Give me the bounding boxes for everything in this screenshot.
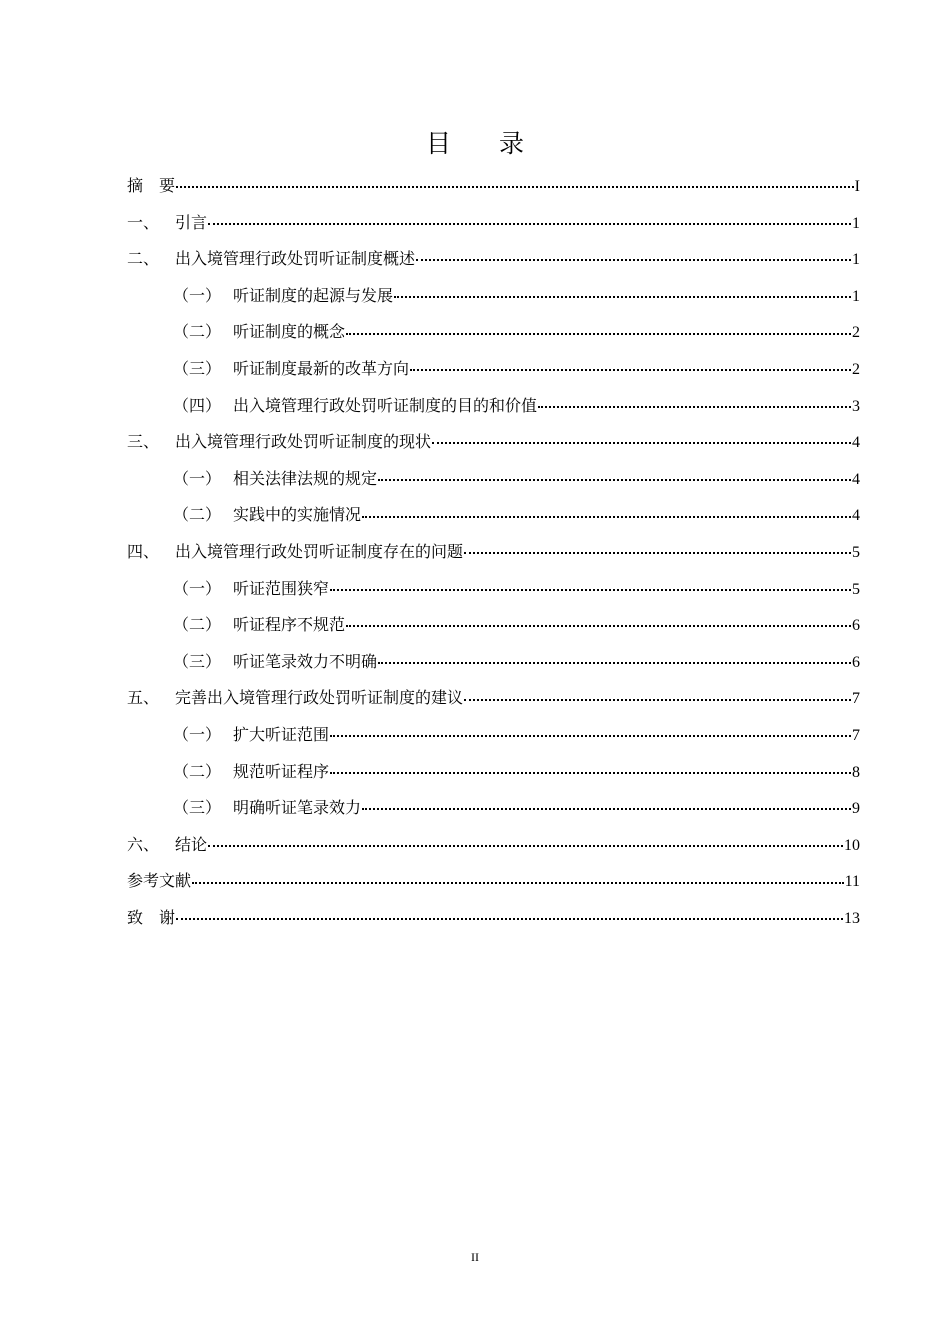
toc-entry-title: 听证制度的概念: [233, 322, 346, 342]
toc-entry[interactable]: [127, 607, 860, 644]
toc-entry[interactable]: [127, 351, 860, 388]
toc-entry-page: 11: [844, 873, 860, 891]
toc-entry-title: 摘 要: [127, 176, 176, 195]
dot-leader: [176, 918, 843, 920]
toc-entry[interactable]: [127, 827, 860, 864]
toc-entry-title: 听证笔录效力不明确: [233, 651, 378, 671]
toc-entry[interactable]: [127, 497, 860, 534]
toc-entry-number: （一）: [173, 468, 222, 488]
toc-entry-page: 2: [852, 324, 860, 342]
toc-entry[interactable]: [127, 461, 860, 498]
dot-leader: [192, 882, 844, 884]
toc-entry-number: （二）: [173, 322, 222, 342]
dot-leader: [378, 479, 851, 481]
toc-entry-page: 1: [852, 287, 860, 305]
toc-entry-page: 6: [852, 653, 860, 671]
toc-entry-title: 参考文献: [127, 871, 192, 891]
toc-entry-number: 五、: [127, 688, 160, 708]
toc-entry-page: 4: [852, 470, 860, 488]
toc-entry-title: 扩大听证范围: [233, 724, 330, 744]
toc-entry[interactable]: [127, 717, 860, 754]
toc-entry-number: 二、: [127, 249, 160, 269]
dot-leader: [538, 406, 851, 408]
table-of-contents: [127, 168, 860, 936]
toc-entry-page: 2: [852, 360, 860, 378]
dot-leader: [330, 735, 851, 737]
toc-entry-page: 1: [852, 214, 860, 232]
toc-entry-page: 8: [852, 763, 860, 781]
toc-entry[interactable]: [127, 571, 860, 608]
toc-entry[interactable]: [127, 168, 860, 205]
toc-entry-page: 9: [852, 800, 860, 818]
toc-entry-title: 出入境管理行政处罚听证制度的现状: [175, 432, 432, 452]
toc-entry-page: 3: [852, 397, 860, 415]
toc-entry-title: 听证制度的起源与发展: [233, 285, 394, 305]
toc-entry-number: （二）: [173, 505, 222, 525]
toc-entry[interactable]: [127, 241, 860, 278]
toc-entry-number: （三）: [173, 651, 222, 671]
toc-entry-title: 规范听证程序: [233, 761, 330, 781]
toc-entry-page: 1: [852, 251, 860, 269]
toc-entry[interactable]: [127, 754, 860, 791]
dot-leader: [464, 699, 851, 701]
dot-leader: [378, 662, 851, 664]
toc-entry-number: （一）: [173, 724, 222, 744]
page-number: II: [471, 1250, 479, 1264]
toc-entry-title: 明确听证笔录效力: [233, 798, 362, 818]
toc-entry[interactable]: [127, 388, 860, 425]
dot-leader: [208, 223, 851, 225]
title-char-2: 录: [499, 129, 525, 158]
toc-entry-title: 引言: [175, 212, 208, 232]
toc-entry[interactable]: [127, 863, 860, 900]
toc-entry[interactable]: [127, 790, 860, 827]
dot-leader: [464, 552, 851, 554]
toc-entry-title: 听证程序不规范: [233, 615, 346, 635]
dot-leader: [208, 845, 843, 847]
toc-entry-number: （四）: [173, 395, 222, 415]
toc-entry-page: 4: [852, 434, 860, 452]
toc-entry-title: 听证制度最新的改革方向: [233, 358, 410, 378]
toc-entry-number: （一）: [173, 578, 222, 598]
dot-leader: [346, 625, 851, 627]
toc-entry-page: I: [854, 178, 860, 195]
toc-entry-title: 实践中的实施情况: [233, 505, 362, 525]
toc-entry-page: 4: [852, 507, 860, 525]
toc-entry-number: 一、: [127, 212, 160, 232]
toc-entry-page: 10: [844, 836, 860, 854]
toc-entry-title: 相关法律法规的规定: [233, 468, 378, 488]
toc-entry-title: 完善出入境管理行政处罚听证制度的建议: [175, 688, 464, 708]
dot-leader: [330, 589, 851, 591]
dot-leader: [432, 442, 851, 444]
toc-entry-title: 出入境管理行政处罚听证制度的目的和价值: [233, 395, 538, 415]
toc-entry-page: 6: [852, 617, 860, 635]
toc-entry-page: 7: [852, 726, 860, 744]
toc-entry[interactable]: [127, 680, 860, 717]
toc-entry[interactable]: [127, 424, 860, 461]
toc-entry[interactable]: [127, 205, 860, 242]
toc-entry-number: （二）: [173, 761, 222, 781]
toc-entry[interactable]: [127, 314, 860, 351]
toc-entry-title: 听证范围狭窄: [233, 578, 330, 598]
toc-entry-page: 5: [852, 580, 860, 598]
toc-entry[interactable]: [127, 644, 860, 681]
dot-leader: [394, 296, 851, 298]
toc-entry-number: （三）: [173, 798, 222, 818]
toc-entry-page: 7: [852, 690, 860, 708]
toc-entry-title: 出入境管理行政处罚听证制度存在的问题: [175, 541, 464, 561]
dot-leader: [330, 772, 851, 774]
toc-entry-number: 三、: [127, 432, 160, 452]
dot-leader: [346, 333, 851, 335]
dot-leader: [362, 516, 851, 518]
toc-entry-number: 四、: [127, 541, 160, 561]
toc-entry-title: 致 谢: [127, 907, 176, 927]
toc-entry-title: 结论: [175, 834, 208, 854]
toc-entry[interactable]: [127, 900, 860, 937]
toc-entry[interactable]: [127, 278, 860, 315]
dot-leader: [176, 186, 854, 188]
toc-entry-number: （二）: [173, 615, 222, 635]
toc-entry-page: 13: [844, 909, 860, 927]
toc-entry-page: 5: [852, 543, 860, 561]
toc-entry-title: 出入境管理行政处罚听证制度概述: [175, 249, 416, 269]
toc-entry-number: （一）: [173, 285, 222, 305]
toc-entry[interactable]: [127, 534, 860, 571]
toc-entry-number: 六、: [127, 834, 160, 854]
toc-entry-number: （三）: [173, 358, 222, 378]
title-char-1: 目: [425, 129, 451, 158]
dot-leader: [362, 808, 851, 810]
page-title: [0, 126, 950, 162]
dot-leader: [410, 369, 851, 371]
dot-leader: [416, 259, 851, 261]
